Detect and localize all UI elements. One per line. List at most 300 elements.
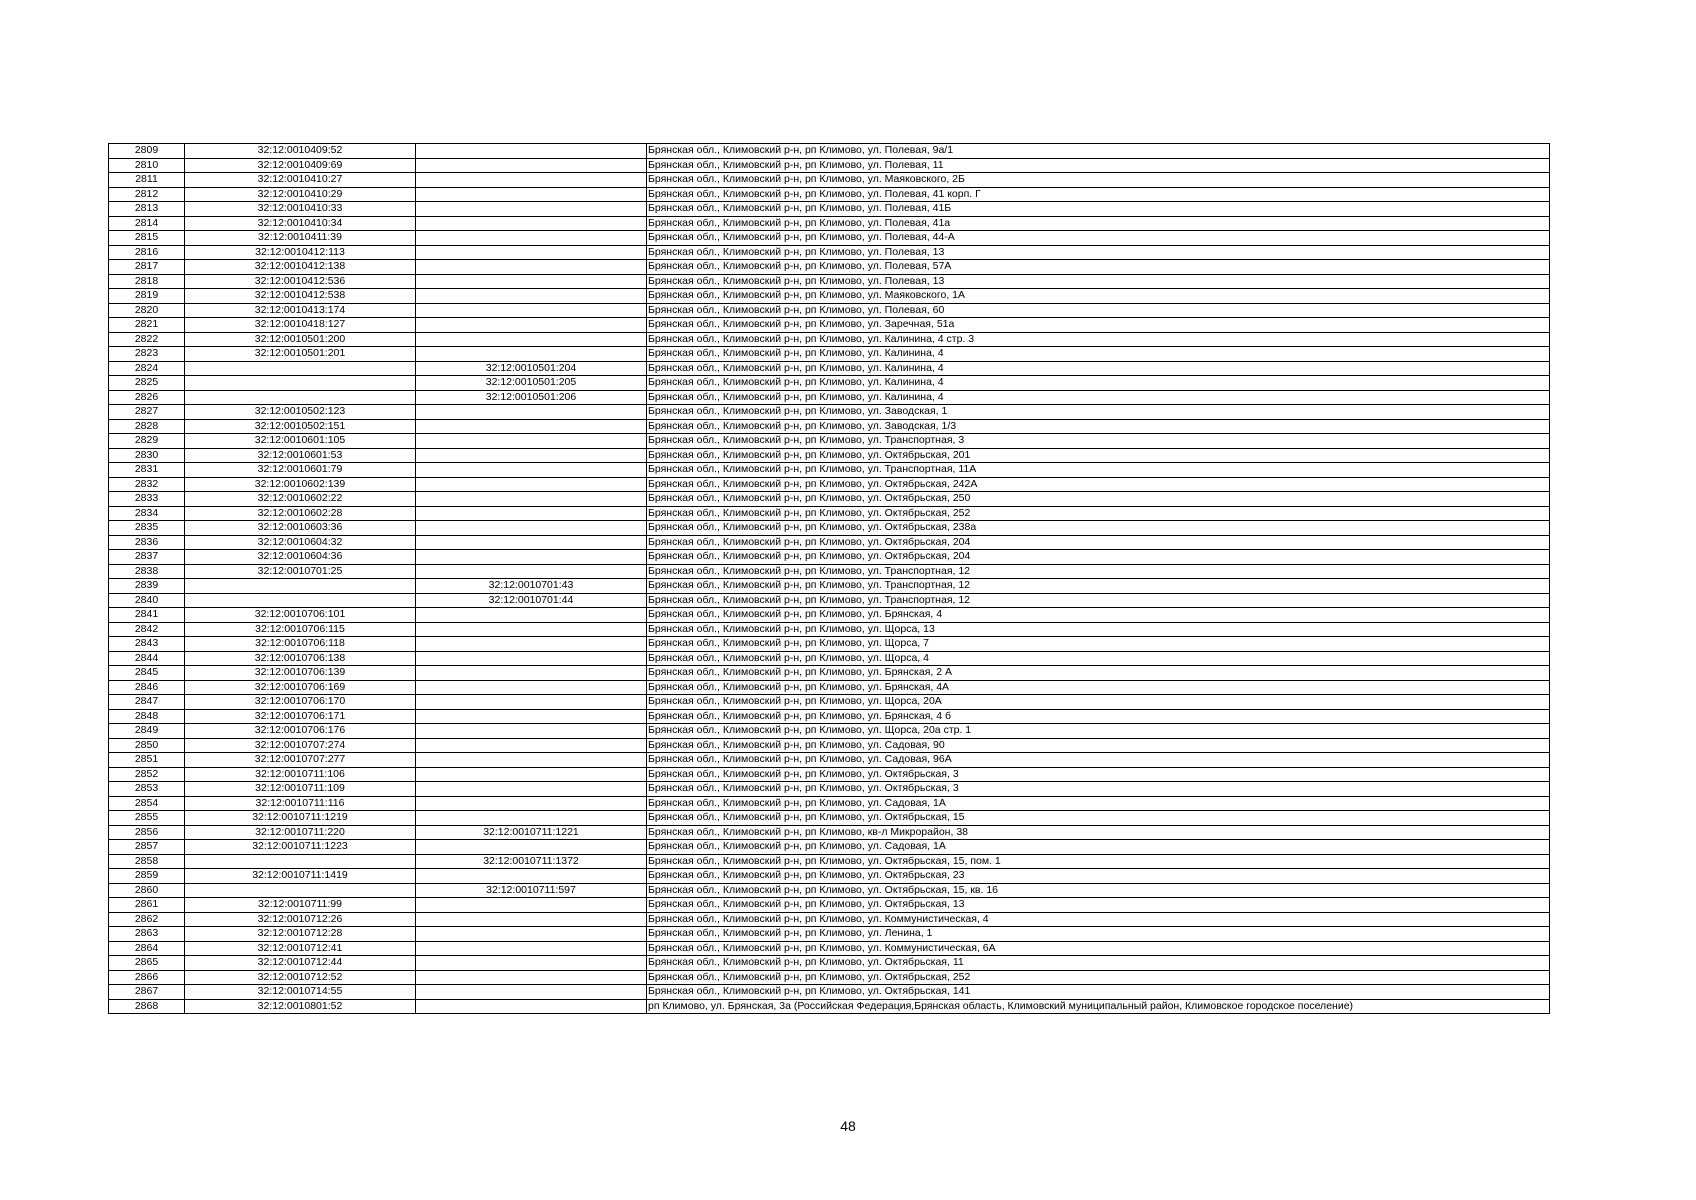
table-row bbox=[109, 898, 1550, 913]
table-row bbox=[109, 202, 1550, 217]
address-cell: Брянская обл., Климовский р-н, рп Климово, ул. Полевая, 11 bbox=[647, 158, 1550, 173]
cadastral-number-cell: 32:12:0010706:169 bbox=[185, 680, 416, 695]
row-number-cell: 2826 bbox=[109, 390, 185, 405]
cadastral-number-cell: 32:12:0010711:106 bbox=[185, 767, 416, 782]
address-cell: Брянская обл., Климовский р-н, рп Климово, ул. Калинина, 4 bbox=[647, 390, 1550, 405]
table-row bbox=[109, 999, 1550, 1014]
row-number-cell: 2861 bbox=[109, 898, 185, 913]
address-cell: Брянская обл., Климовский р-н, рп Климово, ул. Октябрьская, 238а bbox=[647, 521, 1550, 536]
cadastral-number-cell: 32:12:0010711:1223 bbox=[185, 840, 416, 855]
cadastral-number-cell: 32:12:0010411:39 bbox=[185, 231, 416, 246]
cadastral-number-cell: 32:12:0010502:151 bbox=[185, 419, 416, 434]
address-cell: Брянская обл., Климовский р-н, рп Климово, ул. Полевая, 41а bbox=[647, 216, 1550, 231]
parent-cadastral-cell bbox=[416, 666, 647, 681]
cadastral-number-cell: 32:12:0010412:113 bbox=[185, 245, 416, 260]
cadastral-number-cell: 32:12:0010711:116 bbox=[185, 796, 416, 811]
address-cell: рп Климово, ул. Брянская, 3а (Российская Федерация,Брянская область, Климовский муниципальный район, Климовское городское поселение) bbox=[647, 999, 1550, 1014]
row-number-cell: 2848 bbox=[109, 709, 185, 724]
row-number-cell: 2868 bbox=[109, 999, 185, 1014]
cadastral-number-cell: 32:12:0010706:171 bbox=[185, 709, 416, 724]
table-row bbox=[109, 970, 1550, 985]
cadastral-number-cell: 32:12:0010602:139 bbox=[185, 477, 416, 492]
cadastral-number-cell bbox=[185, 854, 416, 869]
parent-cadastral-cell bbox=[416, 419, 647, 434]
cadastral-number-cell: 32:12:0010706:139 bbox=[185, 666, 416, 681]
address-cell: Брянская обл., Климовский р-н, рп Климово, ул. Транспортная, 11А bbox=[647, 463, 1550, 478]
row-number-cell: 2823 bbox=[109, 347, 185, 362]
cadastral-number-cell: 32:12:0010706:138 bbox=[185, 651, 416, 666]
table-row bbox=[109, 477, 1550, 492]
table-row bbox=[109, 927, 1550, 942]
table-row bbox=[109, 941, 1550, 956]
cadastral-number-cell: 32:12:0010502:123 bbox=[185, 405, 416, 420]
row-number-cell: 2824 bbox=[109, 361, 185, 376]
row-number-cell: 2851 bbox=[109, 753, 185, 768]
address-cell: Брянская обл., Климовский р-н, рп Климово, ул. Коммунистическая, 6А bbox=[647, 941, 1550, 956]
row-number-cell: 2820 bbox=[109, 303, 185, 318]
address-cell: Брянская обл., Климовский р-н, рп Климово, ул. Полевая, 41 корп. Г bbox=[647, 187, 1550, 202]
table-row bbox=[109, 231, 1550, 246]
address-cell: Брянская обл., Климовский р-н, рп Климово, ул. Щорса, 20А bbox=[647, 695, 1550, 710]
parent-cadastral-cell bbox=[416, 173, 647, 188]
address-cell: Брянская обл., Климовский р-н, рп Климово, ул. Полевая, 13 bbox=[647, 245, 1550, 260]
table-row bbox=[109, 390, 1550, 405]
cadastral-number-cell: 32:12:0010701:25 bbox=[185, 564, 416, 579]
row-number-cell: 2859 bbox=[109, 869, 185, 884]
parent-cadastral-cell bbox=[416, 811, 647, 826]
row-number-cell: 2817 bbox=[109, 260, 185, 275]
cadastral-number-cell: 32:12:0010410:29 bbox=[185, 187, 416, 202]
row-number-cell: 2809 bbox=[109, 144, 185, 159]
address-cell: Брянская обл., Климовский р-н, рп Климово, ул. Октябрьская, 23 bbox=[647, 869, 1550, 884]
parent-cadastral-cell bbox=[416, 608, 647, 623]
parent-cadastral-cell bbox=[416, 332, 647, 347]
parent-cadastral-cell bbox=[416, 318, 647, 333]
table-row bbox=[109, 173, 1550, 188]
row-number-cell: 2865 bbox=[109, 956, 185, 971]
address-cell: Брянская обл., Климовский р-н, рп Климово, ул. Маяковского, 1А bbox=[647, 289, 1550, 304]
table-row bbox=[109, 956, 1550, 971]
table-row bbox=[109, 637, 1550, 652]
address-cell: Брянская обл., Климовский р-н, рп Климово, ул. Октябрьская, 11 bbox=[647, 956, 1550, 971]
address-cell: Брянская обл., Климовский р-н, рп Климово, ул. Коммунистическая, 4 bbox=[647, 912, 1550, 927]
cadastral-number-cell bbox=[185, 376, 416, 391]
parent-cadastral-cell bbox=[416, 956, 647, 971]
address-cell: Брянская обл., Климовский р-н, рп Климово, ул. Брянская, 4А bbox=[647, 680, 1550, 695]
table-row bbox=[109, 680, 1550, 695]
parent-cadastral-cell bbox=[416, 463, 647, 478]
table-row bbox=[109, 883, 1550, 898]
table-row bbox=[109, 158, 1550, 173]
cadastral-number-cell bbox=[185, 593, 416, 608]
parent-cadastral-cell bbox=[416, 869, 647, 884]
row-number-cell: 2863 bbox=[109, 927, 185, 942]
row-number-cell: 2836 bbox=[109, 535, 185, 550]
cadastral-number-cell: 32:12:0010601:105 bbox=[185, 434, 416, 449]
address-cell: Брянская обл., Климовский р-н, рп Климово, кв-л Микрорайон, 38 bbox=[647, 825, 1550, 840]
row-number-cell: 2864 bbox=[109, 941, 185, 956]
registry-table bbox=[108, 143, 1550, 1014]
cadastral-number-cell: 32:12:0010706:101 bbox=[185, 608, 416, 623]
row-number-cell: 2812 bbox=[109, 187, 185, 202]
address-cell: Брянская обл., Климовский р-н, рп Климово, ул. Транспортная, 12 bbox=[647, 593, 1550, 608]
address-cell: Брянская обл., Климовский р-н, рп Климово, ул. Калинина, 4 bbox=[647, 376, 1550, 391]
row-number-cell: 2835 bbox=[109, 521, 185, 536]
cadastral-number-cell: 32:12:0010604:32 bbox=[185, 535, 416, 550]
table-row bbox=[109, 303, 1550, 318]
row-number-cell: 2815 bbox=[109, 231, 185, 246]
address-cell: Брянская обл., Климовский р-н, рп Климово, ул. Щорса, 4 bbox=[647, 651, 1550, 666]
cadastral-number-cell: 32:12:0010412:536 bbox=[185, 274, 416, 289]
address-cell: Брянская обл., Климовский р-н, рп Климово, ул. Октябрьская, 204 bbox=[647, 535, 1550, 550]
address-cell: Брянская обл., Климовский р-н, рп Климово, ул. Садовая, 90 bbox=[647, 738, 1550, 753]
row-number-cell: 2840 bbox=[109, 593, 185, 608]
row-number-cell: 2833 bbox=[109, 492, 185, 507]
cadastral-number-cell: 32:12:0010714:55 bbox=[185, 985, 416, 1000]
table-row bbox=[109, 564, 1550, 579]
table-row bbox=[109, 448, 1550, 463]
row-number-cell: 2844 bbox=[109, 651, 185, 666]
row-number-cell: 2858 bbox=[109, 854, 185, 869]
parent-cadastral-cell bbox=[416, 999, 647, 1014]
cadastral-number-cell: 32:12:0010712:26 bbox=[185, 912, 416, 927]
table-row bbox=[109, 260, 1550, 275]
parent-cadastral-cell bbox=[416, 492, 647, 507]
address-cell: Брянская обл., Климовский р-н, рп Климово, ул. Щорса, 7 bbox=[647, 637, 1550, 652]
cadastral-number-cell: 32:12:0010711:1219 bbox=[185, 811, 416, 826]
row-number-cell: 2810 bbox=[109, 158, 185, 173]
row-number-cell: 2847 bbox=[109, 695, 185, 710]
table-row bbox=[109, 840, 1550, 855]
row-number-cell: 2843 bbox=[109, 637, 185, 652]
address-cell: Брянская обл., Климовский р-н, рп Климово, ул. Октябрьская, 13 bbox=[647, 898, 1550, 913]
cadastral-number-cell: 32:12:0010412:538 bbox=[185, 289, 416, 304]
parent-cadastral-cell bbox=[416, 724, 647, 739]
row-number-cell: 2853 bbox=[109, 782, 185, 797]
parent-cadastral-cell: 32:12:0010701:43 bbox=[416, 579, 647, 594]
row-number-cell: 2845 bbox=[109, 666, 185, 681]
row-number-cell: 2813 bbox=[109, 202, 185, 217]
row-number-cell: 2837 bbox=[109, 550, 185, 565]
cadastral-number-cell: 32:12:0010801:52 bbox=[185, 999, 416, 1014]
cadastral-number-cell: 32:12:0010412:138 bbox=[185, 260, 416, 275]
parent-cadastral-cell bbox=[416, 216, 647, 231]
parent-cadastral-cell bbox=[416, 521, 647, 536]
table-row bbox=[109, 274, 1550, 289]
address-cell: Брянская обл., Климовский р-н, рп Климово, ул. Транспортная, 3 bbox=[647, 434, 1550, 449]
parent-cadastral-cell: 32:12:0010501:205 bbox=[416, 376, 647, 391]
registry-body bbox=[109, 144, 1550, 1014]
table-row bbox=[109, 506, 1550, 521]
parent-cadastral-cell bbox=[416, 434, 647, 449]
cadastral-number-cell: 32:12:0010711:1419 bbox=[185, 869, 416, 884]
address-cell: Брянская обл., Климовский р-н, рп Климово, ул. Полевая, 60 bbox=[647, 303, 1550, 318]
cadastral-number-cell: 32:12:0010603:36 bbox=[185, 521, 416, 536]
table-row bbox=[109, 695, 1550, 710]
cadastral-number-cell: 32:12:0010601:53 bbox=[185, 448, 416, 463]
table-row bbox=[109, 767, 1550, 782]
cadastral-number-cell: 32:12:0010712:41 bbox=[185, 941, 416, 956]
parent-cadastral-cell: 32:12:0010701:44 bbox=[416, 593, 647, 608]
table-row bbox=[109, 463, 1550, 478]
row-number-cell: 2842 bbox=[109, 622, 185, 637]
row-number-cell: 2830 bbox=[109, 448, 185, 463]
table-row bbox=[109, 753, 1550, 768]
parent-cadastral-cell bbox=[416, 941, 647, 956]
row-number-cell: 2811 bbox=[109, 173, 185, 188]
address-cell: Брянская обл., Климовский р-н, рп Климово, ул. Садовая, 96А bbox=[647, 753, 1550, 768]
row-number-cell: 2829 bbox=[109, 434, 185, 449]
row-number-cell: 2821 bbox=[109, 318, 185, 333]
address-cell: Брянская обл., Климовский р-н, рп Климово, ул. Полевая, 41Б bbox=[647, 202, 1550, 217]
row-number-cell: 2814 bbox=[109, 216, 185, 231]
parent-cadastral-cell bbox=[416, 550, 647, 565]
cadastral-number-cell: 32:12:0010410:34 bbox=[185, 216, 416, 231]
table-row bbox=[109, 419, 1550, 434]
table-row bbox=[109, 521, 1550, 536]
address-cell: Брянская обл., Климовский р-н, рп Климово, ул. Брянская, 4 bbox=[647, 608, 1550, 623]
cadastral-number-cell: 32:12:0010711:99 bbox=[185, 898, 416, 913]
address-cell: Брянская обл., Климовский р-н, рп Климово, ул. Октябрьская, 15, пом. 1 bbox=[647, 854, 1550, 869]
parent-cadastral-cell bbox=[416, 985, 647, 1000]
table-row bbox=[109, 492, 1550, 507]
address-cell: Брянская обл., Климовский р-н, рп Климово, ул. Октябрьская, 252 bbox=[647, 970, 1550, 985]
table-row bbox=[109, 405, 1550, 420]
row-number-cell: 2852 bbox=[109, 767, 185, 782]
row-number-cell: 2827 bbox=[109, 405, 185, 420]
page-number: 48 bbox=[840, 1118, 856, 1134]
table-row bbox=[109, 622, 1550, 637]
cadastral-number-cell: 32:12:0010706:115 bbox=[185, 622, 416, 637]
parent-cadastral-cell: 32:12:0010711:597 bbox=[416, 883, 647, 898]
address-cell: Брянская обл., Климовский р-н, рп Климово, ул. Полевая, 13 bbox=[647, 274, 1550, 289]
table-row bbox=[109, 811, 1550, 826]
row-number-cell: 2825 bbox=[109, 376, 185, 391]
address-cell: Брянская обл., Климовский р-н, рп Климово, ул. Заводская, 1 bbox=[647, 405, 1550, 420]
address-cell: Брянская обл., Климовский р-н, рп Климово, ул. Транспортная, 12 bbox=[647, 564, 1550, 579]
cadastral-number-cell: 32:12:0010707:274 bbox=[185, 738, 416, 753]
address-cell: Брянская обл., Климовский р-н, рп Климово, ул. Брянская, 2 А bbox=[647, 666, 1550, 681]
cadastral-number-cell: 32:12:0010706:170 bbox=[185, 695, 416, 710]
parent-cadastral-cell bbox=[416, 158, 647, 173]
parent-cadastral-cell bbox=[416, 898, 647, 913]
address-cell: Брянская обл., Климовский р-н, рп Климово, ул. Октябрьская, 3 bbox=[647, 782, 1550, 797]
row-number-cell: 2856 bbox=[109, 825, 185, 840]
table-row bbox=[109, 651, 1550, 666]
row-number-cell: 2831 bbox=[109, 463, 185, 478]
parent-cadastral-cell bbox=[416, 303, 647, 318]
address-cell: Брянская обл., Климовский р-н, рп Климово, ул. Октябрьская, 250 bbox=[647, 492, 1550, 507]
cadastral-number-cell: 32:12:0010711:109 bbox=[185, 782, 416, 797]
parent-cadastral-cell bbox=[416, 637, 647, 652]
address-cell: Брянская обл., Климовский р-н, рп Климово, ул. Октябрьская, 204 bbox=[647, 550, 1550, 565]
parent-cadastral-cell bbox=[416, 796, 647, 811]
parent-cadastral-cell bbox=[416, 695, 647, 710]
table-row bbox=[109, 724, 1550, 739]
address-cell: Брянская обл., Климовский р-н, рп Климово, ул. Полевая, 44-А bbox=[647, 231, 1550, 246]
parent-cadastral-cell bbox=[416, 564, 647, 579]
table-row bbox=[109, 738, 1550, 753]
address-cell: Брянская обл., Климовский р-н, рп Климово, ул. Щорса, 20а стр. 1 bbox=[647, 724, 1550, 739]
row-number-cell: 2838 bbox=[109, 564, 185, 579]
row-number-cell: 2862 bbox=[109, 912, 185, 927]
table-row bbox=[109, 216, 1550, 231]
cadastral-number-cell: 32:12:0010601:79 bbox=[185, 463, 416, 478]
cadastral-number-cell bbox=[185, 883, 416, 898]
table-row bbox=[109, 318, 1550, 333]
table-row bbox=[109, 144, 1550, 159]
cadastral-number-cell: 32:12:0010707:277 bbox=[185, 753, 416, 768]
row-number-cell: 2850 bbox=[109, 738, 185, 753]
parent-cadastral-cell bbox=[416, 927, 647, 942]
cadastral-number-cell: 32:12:0010501:200 bbox=[185, 332, 416, 347]
table-row bbox=[109, 608, 1550, 623]
row-number-cell: 2854 bbox=[109, 796, 185, 811]
address-cell: Брянская обл., Климовский р-н, рп Климово, ул. Октябрьская, 242А bbox=[647, 477, 1550, 492]
cadastral-number-cell: 32:12:0010706:118 bbox=[185, 637, 416, 652]
parent-cadastral-cell bbox=[416, 245, 647, 260]
row-number-cell: 2855 bbox=[109, 811, 185, 826]
row-number-cell: 2841 bbox=[109, 608, 185, 623]
cadastral-number-cell: 32:12:0010706:176 bbox=[185, 724, 416, 739]
address-cell: Брянская обл., Климовский р-н, рп Климово, ул. Октябрьская, 15, кв. 16 bbox=[647, 883, 1550, 898]
address-cell: Брянская обл., Климовский р-н, рп Климово, ул. Садовая, 1А bbox=[647, 840, 1550, 855]
table-row bbox=[109, 361, 1550, 376]
address-cell: Брянская обл., Климовский р-н, рп Климово, ул. Октябрьская, 252 bbox=[647, 506, 1550, 521]
cadastral-number-cell: 32:12:0010501:201 bbox=[185, 347, 416, 362]
table-row bbox=[109, 550, 1550, 565]
table-row bbox=[109, 666, 1550, 681]
parent-cadastral-cell: 32:12:0010711:1221 bbox=[416, 825, 647, 840]
cadastral-number-cell bbox=[185, 579, 416, 594]
table-row bbox=[109, 332, 1550, 347]
parent-cadastral-cell bbox=[416, 448, 647, 463]
cadastral-number-cell: 32:12:0010602:28 bbox=[185, 506, 416, 521]
parent-cadastral-cell bbox=[416, 840, 647, 855]
row-number-cell: 2860 bbox=[109, 883, 185, 898]
parent-cadastral-cell bbox=[416, 738, 647, 753]
address-cell: Брянская обл., Климовский р-н, рп Климово, ул. Октябрьская, 3 bbox=[647, 767, 1550, 782]
cadastral-number-cell: 32:12:0010409:69 bbox=[185, 158, 416, 173]
address-cell: Брянская обл., Климовский р-н, рп Климово, ул. Октябрьская, 201 bbox=[647, 448, 1550, 463]
parent-cadastral-cell bbox=[416, 912, 647, 927]
parent-cadastral-cell bbox=[416, 274, 647, 289]
parent-cadastral-cell: 32:12:0010711:1372 bbox=[416, 854, 647, 869]
cadastral-number-cell bbox=[185, 361, 416, 376]
row-number-cell: 2834 bbox=[109, 506, 185, 521]
parent-cadastral-cell bbox=[416, 680, 647, 695]
address-cell: Брянская обл., Климовский р-н, рп Климово, ул. Калинина, 4 стр. 3 bbox=[647, 332, 1550, 347]
parent-cadastral-cell bbox=[416, 347, 647, 362]
address-cell: Брянская обл., Климовский р-н, рп Климово, ул. Заречная, 51а bbox=[647, 318, 1550, 333]
address-cell: Брянская обл., Климовский р-н, рп Климово, ул. Маяковского, 2Б bbox=[647, 173, 1550, 188]
table-row bbox=[109, 985, 1550, 1000]
row-number-cell: 2822 bbox=[109, 332, 185, 347]
parent-cadastral-cell bbox=[416, 289, 647, 304]
parent-cadastral-cell: 32:12:0010501:204 bbox=[416, 361, 647, 376]
cadastral-number-cell: 32:12:0010602:22 bbox=[185, 492, 416, 507]
parent-cadastral-cell bbox=[416, 187, 647, 202]
parent-cadastral-cell: 32:12:0010501:206 bbox=[416, 390, 647, 405]
cadastral-number-cell: 32:12:0010413:174 bbox=[185, 303, 416, 318]
parent-cadastral-cell bbox=[416, 202, 647, 217]
parent-cadastral-cell bbox=[416, 767, 647, 782]
address-cell: Брянская обл., Климовский р-н, рп Климово, ул. Калинина, 4 bbox=[647, 347, 1550, 362]
address-cell: Брянская обл., Климовский р-н, рп Климово, ул. Полевая, 57А bbox=[647, 260, 1550, 275]
address-cell: Брянская обл., Климовский р-н, рп Климово, ул. Транспортная, 12 bbox=[647, 579, 1550, 594]
address-cell: Брянская обл., Климовский р-н, рп Климово, ул. Октябрьская, 141 bbox=[647, 985, 1550, 1000]
table-row bbox=[109, 187, 1550, 202]
parent-cadastral-cell bbox=[416, 231, 647, 246]
table-row bbox=[109, 376, 1550, 391]
cadastral-number-cell: 32:12:0010712:44 bbox=[185, 956, 416, 971]
address-cell: Брянская обл., Климовский р-н, рп Климово, ул. Заводская, 1/3 bbox=[647, 419, 1550, 434]
table-row bbox=[109, 434, 1550, 449]
parent-cadastral-cell bbox=[416, 535, 647, 550]
row-number-cell: 2828 bbox=[109, 419, 185, 434]
address-cell: Брянская обл., Климовский р-н, рп Климово, ул. Щорса, 13 bbox=[647, 622, 1550, 637]
parent-cadastral-cell bbox=[416, 144, 647, 159]
row-number-cell: 2866 bbox=[109, 970, 185, 985]
table-row bbox=[109, 593, 1550, 608]
row-number-cell: 2832 bbox=[109, 477, 185, 492]
table-row bbox=[109, 579, 1550, 594]
row-number-cell: 2846 bbox=[109, 680, 185, 695]
cadastral-number-cell bbox=[185, 390, 416, 405]
parent-cadastral-cell bbox=[416, 405, 647, 420]
parent-cadastral-cell bbox=[416, 970, 647, 985]
table-row bbox=[109, 796, 1550, 811]
table-row bbox=[109, 347, 1550, 362]
row-number-cell: 2849 bbox=[109, 724, 185, 739]
parent-cadastral-cell bbox=[416, 622, 647, 637]
address-cell: Брянская обл., Климовский р-н, рп Климово, ул. Брянская, 4 б bbox=[647, 709, 1550, 724]
row-number-cell: 2819 bbox=[109, 289, 185, 304]
table-row bbox=[109, 289, 1550, 304]
table-row bbox=[109, 709, 1550, 724]
address-cell: Брянская обл., Климовский р-н, рп Климово, ул. Ленина, 1 bbox=[647, 927, 1550, 942]
row-number-cell: 2818 bbox=[109, 274, 185, 289]
address-cell: Брянская обл., Климовский р-н, рп Климово, ул. Октябрьская, 15 bbox=[647, 811, 1550, 826]
table-row bbox=[109, 854, 1550, 869]
address-cell: Брянская обл., Климовский р-н, рп Климово, ул. Калинина, 4 bbox=[647, 361, 1550, 376]
table-row bbox=[109, 782, 1550, 797]
parent-cadastral-cell bbox=[416, 260, 647, 275]
cadastral-number-cell: 32:12:0010711:220 bbox=[185, 825, 416, 840]
row-number-cell: 2867 bbox=[109, 985, 185, 1000]
parent-cadastral-cell bbox=[416, 753, 647, 768]
parent-cadastral-cell bbox=[416, 782, 647, 797]
parent-cadastral-cell bbox=[416, 506, 647, 521]
cadastral-number-cell: 32:12:0010410:27 bbox=[185, 173, 416, 188]
parent-cadastral-cell bbox=[416, 477, 647, 492]
row-number-cell: 2839 bbox=[109, 579, 185, 594]
table-row bbox=[109, 245, 1550, 260]
cadastral-number-cell: 32:12:0010604:36 bbox=[185, 550, 416, 565]
parent-cadastral-cell bbox=[416, 651, 647, 666]
address-cell: Брянская обл., Климовский р-н, рп Климово, ул. Садовая, 1А bbox=[647, 796, 1550, 811]
address-cell: Брянская обл., Климовский р-н, рп Климово, ул. Полевая, 9а/1 bbox=[647, 144, 1550, 159]
cadastral-number-cell: 32:12:0010418:127 bbox=[185, 318, 416, 333]
cadastral-number-cell: 32:12:0010712:28 bbox=[185, 927, 416, 942]
row-number-cell: 2857 bbox=[109, 840, 185, 855]
cadastral-number-cell: 32:12:0010409:52 bbox=[185, 144, 416, 159]
cadastral-number-cell: 32:12:0010410:33 bbox=[185, 202, 416, 217]
cadastral-number-cell: 32:12:0010712:52 bbox=[185, 970, 416, 985]
table-row bbox=[109, 869, 1550, 884]
table-row bbox=[109, 825, 1550, 840]
table-row bbox=[109, 912, 1550, 927]
